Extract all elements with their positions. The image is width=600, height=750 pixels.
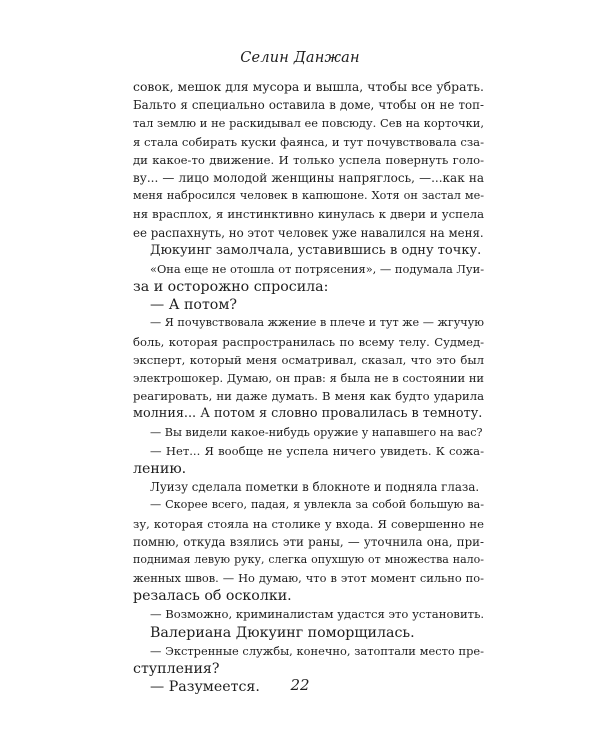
text-line: за и осторожно спросила: [133,279,329,296]
text-line: я стала собирать куски фаянса, и тут почувствовала сза- [133,134,484,149]
text-line: — Нет... Я вообще не успела ничего увидеть. К сожа- [150,443,484,458]
page-number: 22 [290,676,310,694]
running-head: Селин Данжан [240,50,360,66]
text-line: эксперт, который меня осматривал, сказал, что это был [133,352,484,367]
text-line: зу, которая стояла на столике у входа. Я совершенно не [133,516,484,531]
text-line: молния... А потом я словно провалилась в темноту. [133,406,483,422]
text-line: Бальто я специально оставила в доме, чтобы он не топ- [133,98,484,113]
text-line: женных швов. — Но думаю, что в этот момент сильно по- [133,571,484,586]
text-line: — Скорее всего, падая, я увлекла за собой большую ва- [150,498,484,512]
text-line: ее распахнуть, но этот человек уже навалился на меня. [133,225,484,240]
text-line: — А потом? [150,297,237,314]
text-line: электрошокер. Думаю, он прав: я была не в состоянии ни [133,371,484,385]
text-line: — Разумеется. [150,679,260,696]
text-line: совок, мешок для мусора и вышла, чтобы все убрать. [133,79,484,94]
text-line: Дюкуинг замолчала, уставившись в одну точку. [150,242,482,258]
text-line: «Она еще не отошла от потрясения», — подумала Луи- [150,261,485,276]
body-text [133,78,484,696]
text-line: — Возможно, криминалистам удастся это установить. [150,607,485,622]
text-line: резалась об осколки. [133,588,292,605]
text-line: тал землю и не раскидывал ее повсюду. Сев на корточки, [133,116,484,131]
text-line: — Вы видели какое-нибудь оружие у напавшего на вас? [150,425,483,439]
text-line: лению. [133,460,187,477]
text-line: Луизу сделала пометки в блокноте и подняла глаза. [150,480,480,495]
text-line: помню, откуда взялись эти раны, — уточнила она, при- [133,534,484,549]
text-line: реагировать, ни даже думать. В меня как будто ударила [133,389,484,404]
text-line: — Экстренные службы, конечно, затоптали место пре- [150,643,484,658]
text-line: — Я почувствовала жжение в плече и тут же — жгучую [150,316,484,330]
text-line: боль, которая распространилась по всему телу. Судмед- [133,334,484,349]
text-line: ступления? [133,661,220,677]
text-line: меня набросился человек в капюшоне. Хотя он застал ме- [133,189,484,203]
text-line: Валериана Дюкуинг поморщилась. [150,624,415,641]
text-line: ня врасплох, я инстинктивно кинулась к двери и успела [133,207,484,222]
text-line: ди какое-то движение. И только успела повернуть голо- [133,152,484,167]
text-line: поднимая левую руку, слегка опухшую от множества нало- [133,552,484,566]
text-line: ву... — лицо молодой женщины напряглось, —...как на [133,170,484,185]
